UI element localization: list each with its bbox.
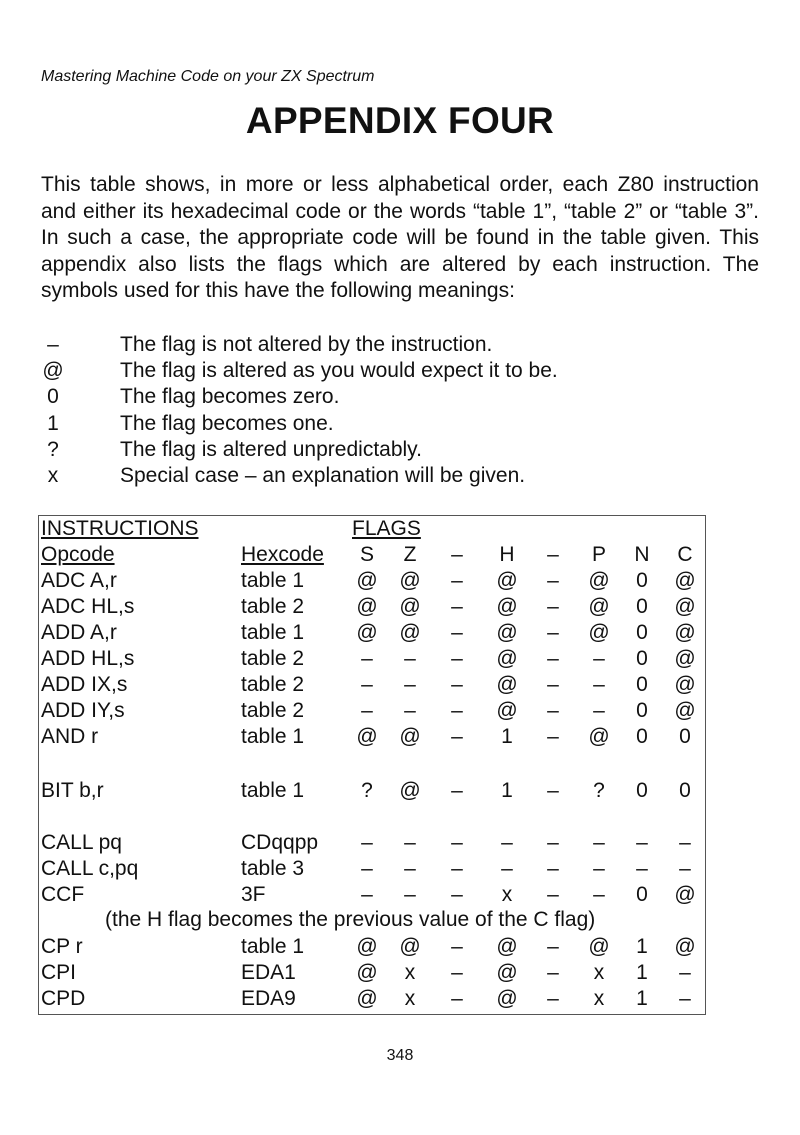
flag-cell: @ [399,779,421,802]
flag-cell: – [547,857,559,880]
flag-cell: 0 [636,621,648,644]
flag-cell: @ [356,725,378,748]
hexcode-cell: table 2 [241,595,305,618]
flag-cell: – [593,673,605,696]
hexcode-cell: table 1 [241,935,305,958]
table-row [39,568,705,594]
hexcode-cell: table 3 [241,857,305,880]
legend-symbol: 1 [47,411,59,435]
legend-meaning: Special case – an explanation will be given. [120,463,526,487]
flag-cell: – [547,831,559,854]
table-row [39,672,705,698]
flag-cell: @ [674,883,696,906]
flag-cell: @ [496,987,518,1010]
legend-item [41,332,741,358]
legend-meaning: The flag is altered as you would expect it to be. [120,359,558,383]
flag-column-header: N [634,543,650,566]
opcode-cell: ADD IX,s [41,673,128,696]
legend-meaning: The flag becomes zero. [120,385,340,409]
table-column-header-row [39,542,705,568]
flag-cell: – [361,699,373,722]
flag-cell: – [547,961,559,984]
flag-cell: – [547,621,559,644]
flag-cell: 0 [636,673,648,696]
flag-cell: – [404,673,416,696]
flag-cell: – [451,987,463,1010]
flag-cell: x [404,987,416,1010]
table-row [39,986,705,1012]
page-title: APPENDIX FOUR [245,100,555,141]
flag-cell: – [593,857,605,880]
flag-cell: 0 [636,883,648,906]
flag-column-header: P [591,543,606,566]
legend-symbol: @ [42,359,64,383]
flag-cell: – [404,699,416,722]
flag-cell: – [679,831,691,854]
legend-symbol: 0 [47,385,59,409]
legend-item [41,437,741,463]
legend-meaning: The flag becomes one. [120,411,334,435]
opcode-cell: CCF [41,883,85,906]
flag-cell: – [547,699,559,722]
flag-cell: @ [588,725,610,748]
flag-cell: – [451,699,463,722]
flag-cell: – [679,987,691,1010]
flag-cell: – [547,595,559,618]
flag-cell: @ [674,621,696,644]
flag-cell: – [451,725,463,748]
flag-cell: x [501,883,513,906]
flag-cell: ? [361,779,373,802]
flags-group-header: FLAGS [352,517,421,540]
table-row [39,778,705,804]
flag-cell: @ [674,595,696,618]
flag-cell: – [451,595,463,618]
flag-cell: – [593,883,605,906]
flag-cell: – [361,673,373,696]
flag-cell: – [451,621,463,644]
flag-column-header: Z [403,543,417,566]
flag-cell: @ [496,673,518,696]
flag-cell: @ [496,699,518,722]
table-group-header-row [39,516,705,542]
hexcode-cell: 3F [241,883,266,906]
running-head: Mastering Machine Code on your ZX Spectrum [41,68,375,85]
hexcode-cell: table 1 [241,569,305,592]
hexcode-cell: table 2 [241,673,305,696]
flag-cell: @ [674,569,696,592]
flag-cell: – [636,831,648,854]
flag-cell: – [636,857,648,880]
flag-cell: – [451,779,463,802]
opcode-cell: CPI [41,961,77,984]
legend-meaning: The flag is not altered by the instruction. [120,333,493,356]
flag-cell: – [547,935,559,958]
opcode-cell: BIT b,r [41,779,104,802]
hexcode-cell: EDA1 [241,961,296,984]
flag-cell: – [451,569,463,592]
table-row [39,934,705,960]
flag-cell: @ [674,935,696,958]
flag-cell: @ [674,699,696,722]
page-number: 348 [386,1047,414,1064]
flag-cell: @ [496,569,518,592]
legend-item [41,384,741,410]
table-row [39,594,705,620]
flag-cell: @ [588,569,610,592]
flag-cell: @ [356,935,378,958]
legend-item [41,411,741,437]
flag-cell: – [547,779,559,802]
flag-cell: @ [399,725,421,748]
opcode-cell: CP r [41,935,83,958]
symbol-legend [41,332,741,489]
flag-cell: 0 [636,725,648,748]
flag-cell: @ [399,621,421,644]
flag-cell: – [679,857,691,880]
flag-cell: – [451,647,463,670]
flag-cell: – [679,961,691,984]
opcode-cell: ADD A,r [41,621,117,644]
flag-cell: 0 [636,779,648,802]
flag-cell: 0 [679,725,691,748]
flag-cell: @ [496,961,518,984]
flag-cell: 0 [636,595,648,618]
flag-cell: @ [674,673,696,696]
flag-cell: – [451,961,463,984]
flag-cell: – [593,699,605,722]
legend-symbol: x [47,463,59,487]
opcode-cell: AND r [41,725,99,748]
flag-cell: – [547,987,559,1010]
ccf-note: (the H flag becomes the previous value of the C flag) [105,908,596,931]
flag-column-header: – [451,543,463,566]
flag-cell: – [404,883,416,906]
legend-meaning: The flag is altered unpredictably. [120,437,422,461]
flag-cell: x [593,961,605,984]
opcode-cell: CPD [41,987,86,1010]
hexcode-cell: table 2 [241,647,305,670]
flag-cell: – [361,647,373,670]
hexcode-cell: table 1 [241,779,305,802]
opcode-cell: CALL c,pq [41,857,139,880]
flag-cell: – [451,883,463,906]
flag-cell: @ [674,647,696,670]
hexcode-cell: EDA9 [241,987,296,1010]
flag-cell: 1 [636,987,648,1010]
opcode-cell: CALL pq [41,831,122,854]
opcode-cell: ADC HL,s [41,595,135,618]
hexcode-cell: table 2 [241,699,305,722]
instructions-group-header: INSTRUCTIONS [41,517,199,540]
flag-cell: @ [356,987,378,1010]
flag-cell: – [404,647,416,670]
table-row [39,960,705,986]
flag-cell: – [593,647,605,670]
hexcode-column-header: Hexcode [241,543,324,566]
flag-cell: – [361,883,373,906]
flag-cell: – [404,857,416,880]
flag-cell: 1 [501,779,513,802]
hexcode-cell: CDqqpp [241,831,319,854]
flag-cell: ? [593,779,605,802]
flag-cell: @ [496,595,518,618]
flag-cell: @ [356,595,378,618]
table-row [39,646,705,672]
opcode-cell: ADD IY,s [41,699,125,722]
flag-cell: 0 [636,569,648,592]
flag-column-header: S [359,543,374,566]
opcode-cell: ADD HL,s [41,647,135,670]
legend-symbol: – [47,333,59,356]
flag-cell: 1 [636,935,648,958]
table-row [39,830,705,856]
flag-cell: @ [399,595,421,618]
flag-cell: 1 [636,961,648,984]
intro-paragraph: This table shows, in more or less alphabetical order, each Z80 instruction and either its hexadecimal code or the words “table 1”, “table 2” or “table 3”. In such a case, the appropriate code will be found in the table given. This appendix also lists the flags which are altered by each instruction. The symbols used for this have the following meanings: [41,173,759,303]
flag-cell: – [547,673,559,696]
hexcode-cell: table 1 [241,621,305,644]
flag-cell: @ [496,621,518,644]
flag-cell: – [547,725,559,748]
flag-cell: @ [588,595,610,618]
flag-column-header: C [677,543,693,566]
flag-cell: @ [588,935,610,958]
flag-cell: – [361,857,373,880]
flag-cell: @ [588,621,610,644]
flag-cell: @ [399,935,421,958]
flag-cell: 0 [679,779,691,802]
flag-cell: – [451,857,463,880]
flag-cell: @ [496,935,518,958]
flag-cell: 1 [501,725,513,748]
flag-cell: – [451,935,463,958]
hexcode-cell: table 1 [241,725,305,748]
flag-cell: – [404,831,416,854]
table-row [39,724,705,750]
table-row [39,882,705,908]
flag-cell: 0 [636,647,648,670]
flag-cell: – [547,883,559,906]
flag-cell: – [451,673,463,696]
flag-cell: @ [399,569,421,592]
flag-cell: – [361,831,373,854]
opcode-cell: ADC A,r [41,569,117,592]
flag-cell: @ [356,569,378,592]
flag-cell: – [501,857,513,880]
flag-cell: – [593,831,605,854]
opcode-column-header: Opcode [41,543,115,566]
flag-cell: – [501,831,513,854]
flag-cell: x [404,961,416,984]
flag-cell: @ [356,621,378,644]
table-row [39,698,705,724]
legend-item [41,358,741,384]
flag-cell: – [547,569,559,592]
flag-cell: x [593,987,605,1010]
flag-cell: @ [496,647,518,670]
flag-cell: – [547,647,559,670]
flag-cell: – [451,831,463,854]
legend-item [41,463,741,489]
table-row [39,856,705,882]
flag-cell: @ [356,961,378,984]
legend-symbol: ? [47,437,59,461]
table-row [39,620,705,646]
flag-column-header: H [499,543,515,566]
flag-column-header: – [547,543,559,566]
flag-cell: 0 [636,699,648,722]
flags-table [38,515,706,1015]
